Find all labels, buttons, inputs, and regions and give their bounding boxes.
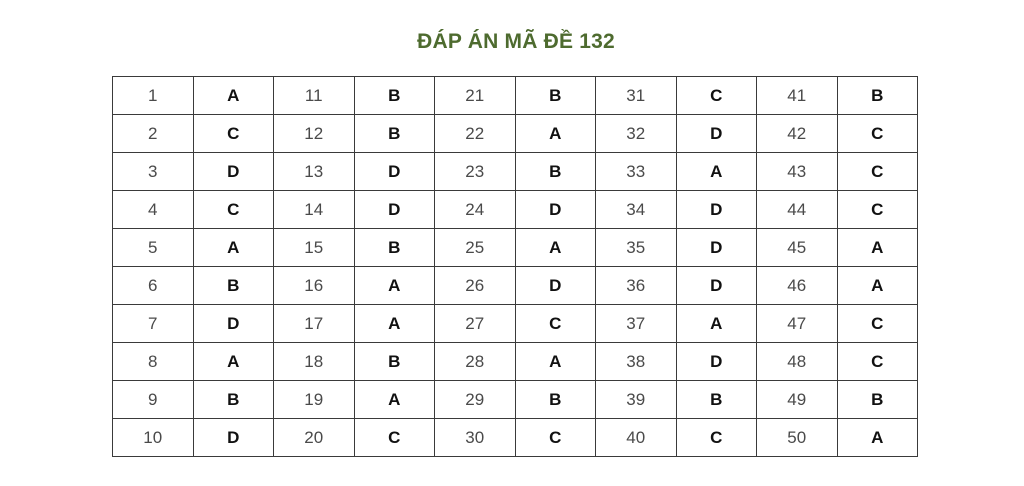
answer-cell: C	[837, 343, 918, 381]
question-number-cell: 15	[274, 229, 355, 267]
question-number-cell: 24	[435, 191, 516, 229]
table-row	[113, 191, 918, 229]
answer-cell: A	[515, 229, 596, 267]
question-number-cell: 41	[757, 77, 838, 115]
answer-cell: A	[354, 267, 435, 305]
question-number-cell: 31	[596, 77, 677, 115]
question-number-cell: 25	[435, 229, 516, 267]
answer-cell: B	[515, 381, 596, 419]
question-number-cell: 42	[757, 115, 838, 153]
answer-cell: D	[354, 153, 435, 191]
question-number-cell: 16	[274, 267, 355, 305]
table-row	[113, 343, 918, 381]
question-number-cell: 5	[113, 229, 194, 267]
question-number-cell: 23	[435, 153, 516, 191]
question-number-cell: 37	[596, 305, 677, 343]
question-number-cell: 10	[113, 419, 194, 457]
answer-cell: D	[354, 191, 435, 229]
answer-cell: C	[515, 305, 596, 343]
question-number-cell: 34	[596, 191, 677, 229]
question-number-cell: 6	[113, 267, 194, 305]
answer-cell: D	[676, 115, 757, 153]
answer-cell: B	[515, 77, 596, 115]
answer-cell: C	[837, 115, 918, 153]
table-row	[113, 153, 918, 191]
question-number-cell: 4	[113, 191, 194, 229]
answer-cell: B	[354, 229, 435, 267]
answer-cell: A	[676, 153, 757, 191]
question-number-cell: 46	[757, 267, 838, 305]
question-number-cell: 1	[113, 77, 194, 115]
answer-cell: B	[354, 343, 435, 381]
answer-cell: A	[515, 343, 596, 381]
question-number-cell: 38	[596, 343, 677, 381]
answer-cell: A	[354, 305, 435, 343]
answer-cell: B	[354, 115, 435, 153]
answer-cell: B	[515, 153, 596, 191]
answer-cell: B	[354, 77, 435, 115]
table-row	[113, 115, 918, 153]
answer-cell: A	[837, 229, 918, 267]
answer-cell: A	[193, 77, 274, 115]
answer-cell: A	[676, 305, 757, 343]
answer-cell: C	[837, 153, 918, 191]
table-row	[113, 381, 918, 419]
answer-cell: D	[193, 419, 274, 457]
page-title: ĐÁP ÁN MÃ ĐỀ 132	[417, 30, 615, 53]
answer-cell: A	[837, 419, 918, 457]
question-number-cell: 22	[435, 115, 516, 153]
question-number-cell: 36	[596, 267, 677, 305]
question-number-cell: 49	[757, 381, 838, 419]
answer-cell: D	[193, 305, 274, 343]
question-number-cell: 26	[435, 267, 516, 305]
answer-cell: D	[676, 343, 757, 381]
question-number-cell: 47	[757, 305, 838, 343]
question-number-cell: 30	[435, 419, 516, 457]
question-number-cell: 12	[274, 115, 355, 153]
question-number-cell: 9	[113, 381, 194, 419]
question-number-cell: 32	[596, 115, 677, 153]
question-number-cell: 45	[757, 229, 838, 267]
answer-cell: A	[193, 343, 274, 381]
answer-cell: D	[515, 267, 596, 305]
question-number-cell: 3	[113, 153, 194, 191]
answer-cell: D	[676, 191, 757, 229]
answer-cell: B	[837, 381, 918, 419]
question-number-cell: 33	[596, 153, 677, 191]
answer-cell: C	[515, 419, 596, 457]
question-number-cell: 48	[757, 343, 838, 381]
answer-cell: C	[676, 419, 757, 457]
question-number-cell: 40	[596, 419, 677, 457]
answer-key-body	[113, 77, 918, 457]
answer-cell: D	[676, 229, 757, 267]
table-row	[113, 229, 918, 267]
question-number-cell: 19	[274, 381, 355, 419]
question-number-cell: 2	[113, 115, 194, 153]
question-number-cell: 14	[274, 191, 355, 229]
question-number-cell: 7	[113, 305, 194, 343]
question-number-cell: 21	[435, 77, 516, 115]
question-number-cell: 27	[435, 305, 516, 343]
answer-cell: A	[193, 229, 274, 267]
question-number-cell: 43	[757, 153, 838, 191]
answer-cell: C	[676, 77, 757, 115]
answer-cell: C	[193, 115, 274, 153]
answer-cell: C	[837, 305, 918, 343]
question-number-cell: 35	[596, 229, 677, 267]
question-number-cell: 28	[435, 343, 516, 381]
question-number-cell: 17	[274, 305, 355, 343]
answer-cell: A	[837, 267, 918, 305]
answer-key-table	[112, 76, 918, 457]
table-row	[113, 267, 918, 305]
answer-cell: D	[515, 191, 596, 229]
answer-cell: B	[193, 381, 274, 419]
answer-cell: B	[837, 77, 918, 115]
answer-cell: B	[676, 381, 757, 419]
answer-cell: C	[354, 419, 435, 457]
answer-cell: A	[354, 381, 435, 419]
table-row	[113, 419, 918, 457]
answer-cell: C	[837, 191, 918, 229]
question-number-cell: 13	[274, 153, 355, 191]
answer-cell: D	[193, 153, 274, 191]
question-number-cell: 18	[274, 343, 355, 381]
table-row	[113, 305, 918, 343]
question-number-cell: 50	[757, 419, 838, 457]
answer-cell: B	[193, 267, 274, 305]
question-number-cell: 20	[274, 419, 355, 457]
question-number-cell: 8	[113, 343, 194, 381]
answer-cell: D	[676, 267, 757, 305]
question-number-cell: 44	[757, 191, 838, 229]
answer-cell: A	[515, 115, 596, 153]
question-number-cell: 39	[596, 381, 677, 419]
table-row	[113, 77, 918, 115]
question-number-cell: 11	[274, 77, 355, 115]
question-number-cell: 29	[435, 381, 516, 419]
answer-cell: C	[193, 191, 274, 229]
